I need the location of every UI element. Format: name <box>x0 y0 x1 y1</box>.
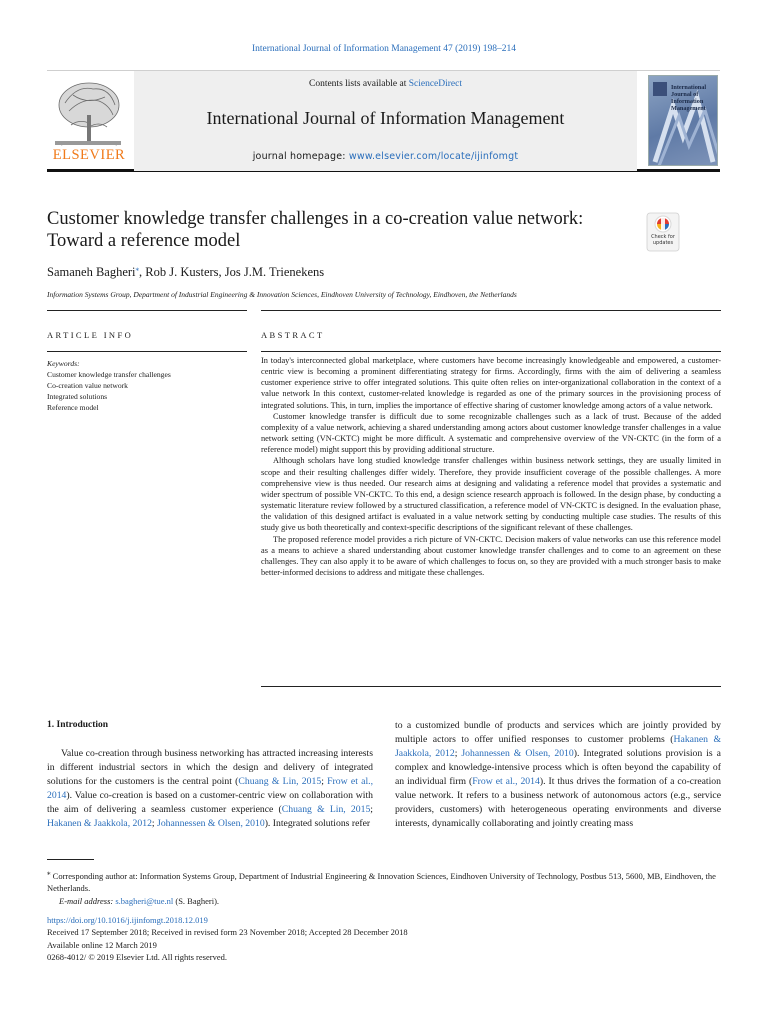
journal-homepage-line: journal homepage: www.elsevier.com/locate/ijinfomgt <box>252 151 519 162</box>
abstract-paragraph: Although scholars have long studied knowledge transfer challenges within business network settings, they are usually limited in scope and their resulting challenges differ widely. Therefore, they provide insufficient coverage of the possible challenges. A more comprehensive view is thus needed. Our research aims at designing and validating a reference model that provides a systematic and wider spectrum of possible VN-CKTC. To this end, a design science research approach is followed. In the design phase, by conducting a systematic literature review followed by a structured classification, a reference model of VN-CKTC is designed. In the evaluation phase, the validation of this designed artifact is evaluated in a value network setting by conducting multiple case studies. The results of this study give us both theoretically and context-specific descriptions of the significant relevant of these challenges. <box>261 456 721 533</box>
author-affiliation: Information Systems Group, Department of Industrial Engineering & Innovation Sciences, Eindhoven University of Technology, Eindhoven, the Netherlands <box>47 290 517 299</box>
keywords-label: Keywords: <box>47 359 80 368</box>
keyword-item: Integrated solutions <box>47 392 108 401</box>
journal-name: International Journal of Information Management <box>206 108 565 128</box>
journal-cover-thumbnail[interactable] <box>648 75 718 166</box>
abstract-paragraph: The proposed reference model provides a rich picture of VN-CKTC. Decision makers of value networks can use this reference model as a means to achieve a shared understanding about customer knowledge transfer challenges and to come to an agreement on these challenges. They can also apply it to be aware of which challenges to focus on, so they are provided with a much stronger basis to make better-informed decisions to address and mitigate these challenges. <box>261 534 721 577</box>
cover-title: International Journal of Information Management <box>671 84 707 112</box>
author-name[interactable]: Jos J.M. Trienekens <box>224 265 325 280</box>
body-column-right <box>395 719 721 831</box>
publication-info <box>47 914 721 964</box>
corresponding-author-footnote: ⁎ Corresponding author at: Information Systems Group, Department of Industrial Engineering & Innovation Sciences, Eindhoven University of Technology, Postbus 513, 5600, MB, Eindhoven, the Netherlands. E-mail address: s.bagheri@tue.nl (S. Bagheri). <box>47 869 716 906</box>
copyright-line: 0268-4012/ © 2019 Elsevier Ltd. All rights reserved. <box>47 952 227 963</box>
email-label: E-mail address: <box>59 895 116 906</box>
abstract-text <box>261 355 721 578</box>
author-email-link[interactable]: s.bagheri@tue.nl <box>115 895 174 906</box>
citation-link[interactable]: Johannessen & Olsen, 2010 <box>157 817 265 829</box>
keyword-item: Co-creation value network <box>47 381 128 390</box>
abstract-mid-rule <box>261 351 721 352</box>
citation-link[interactable]: Hakanen & Jaakkola, 2012 <box>47 817 152 829</box>
keywords-block <box>47 358 247 413</box>
journal-reference-link[interactable]: International Journal of Information Management 47 (2019) 198–214 <box>251 44 517 54</box>
footnote-mark: ⁎ <box>47 869 51 877</box>
elsevier-wordmark: ELSEVIER <box>52 147 126 163</box>
author-name[interactable]: Rob J. Kusters <box>145 265 219 280</box>
abstract-heading: ABSTRACT <box>261 330 325 340</box>
received-dates: Received 17 September 2018; Received in revised form 23 November 2018; Accepted 28 December 2018 <box>47 927 408 938</box>
corresponding-author-mark[interactable]: ⁎ <box>135 265 140 273</box>
abstract-top-rule <box>261 310 721 311</box>
sciencedirect-link[interactable]: ScienceDirect <box>408 79 462 89</box>
doi-link[interactable]: https://doi.org/10.1016/j.ijinfomgt.2018.12.019 <box>47 915 208 925</box>
author-name[interactable]: Samaneh Bagheri <box>47 265 136 280</box>
citation-link[interactable]: Frow et al., 2014 <box>47 775 374 801</box>
body-paragraph: to a customized bundle of products and services which are jointly provided by multiple actors to offer unified responses to customer problems (Hakanen & Jaakkola, 2012; Johannessen & Olsen, 2010). Integrated solutions provision is a complex and knowledge-intensive process which is often beyond the capability of an individual firm (Frow et al., 2014). It thus drives the formation of a co-creation value network. It refers to a business network of autonomous actors (e.g., service providers, customers) with heterogeneous operating environments and diverse interests, dynamically collaborating and jointly creating mass <box>395 720 721 829</box>
citation-link[interactable]: Chuang & Lin, 2015 <box>281 803 371 815</box>
abstract-bottom-rule <box>261 686 721 687</box>
check-for-updates-label: Check for updates <box>651 234 675 246</box>
author-list: Samaneh Bagheri⁎, Rob J. Kusters, Jos J.M. Trienekens <box>47 265 325 280</box>
article-info-top-rule <box>47 310 247 311</box>
article-info-mid-rule <box>47 351 247 352</box>
section-heading-introduction: 1. Introduction <box>47 720 109 730</box>
citation-link[interactable]: Frow et al., 2014 <box>472 775 540 787</box>
citation-link[interactable]: Chuang & Lin, 2015 <box>238 775 322 787</box>
keyword-item: Reference model <box>47 403 99 412</box>
check-for-updates-icon[interactable] <box>646 212 680 252</box>
journal-homepage-link[interactable]: www.elsevier.com/locate/ijinfomgt <box>348 151 519 162</box>
body-column-left <box>47 719 373 831</box>
citation-link[interactable]: Johannessen & Olsen, 2010 <box>461 747 574 759</box>
article-title: Customer knowledge transfer challenges in a co-creation value network: Toward a reference model <box>47 209 584 251</box>
body-paragraph: Value co-creation through business networking has attracted increasing interests in different industrial sectors in which the design and delivery of integrated solutions for the customers is the central point (Chuang & Lin, 2015; Frow et al., 2014). Value co-creation is based on a customer-centric view on collaboration with the aim of delivering a seamless customer experience (Chuang & Lin, 2015; Hakanen & Jaakkola, 2012; Johannessen & Olsen, 2010). Integrated solutions refer <box>47 747 374 829</box>
article-info-heading: ARTICLE INFO <box>47 330 134 340</box>
abstract-paragraph: Customer knowledge transfer is difficult due to some recognizable challenges such as a lack of trust. Because of the added complexity of a value network, achieving a shared understanding among actors about customer knowledge transfer challenges in a value network setting (VN-CKTC) might be more difficult. A systematic and comprehensive overview of the VN-CKTC (in the form of a reference model) might support this by providing additional structure. <box>261 411 721 455</box>
keyword-item: Customer knowledge transfer challenges <box>47 370 171 379</box>
available-online-date: Available online 12 March 2019 <box>47 939 157 950</box>
masthead-banner <box>134 71 637 171</box>
contents-lists-line: Contents lists available at ScienceDirect <box>308 79 462 89</box>
abstract-paragraph: In today's interconnected global marketplace, where customers have become increasingly knowledgeable and empowered, a customer-centric view is becoming a prominent differentiating strategy for firms. Accordingly, firms with the aim of delivering a seamless customer experience strive to offer integrated solutions. This quite often relies on inter-organizational collaboration in the context of a value network In this context, customer-related knowledge is regarded as one of the primary sources in the provisioning process of integrated solutions. This, in turn, implies the importance of effective sharing of customer knowledge among actors of a value network. <box>261 356 721 410</box>
journal-masthead <box>47 70 720 172</box>
citation-link[interactable]: Hakanen & Jaakkola, 2012 <box>395 733 721 759</box>
footnote-rule <box>47 859 94 860</box>
